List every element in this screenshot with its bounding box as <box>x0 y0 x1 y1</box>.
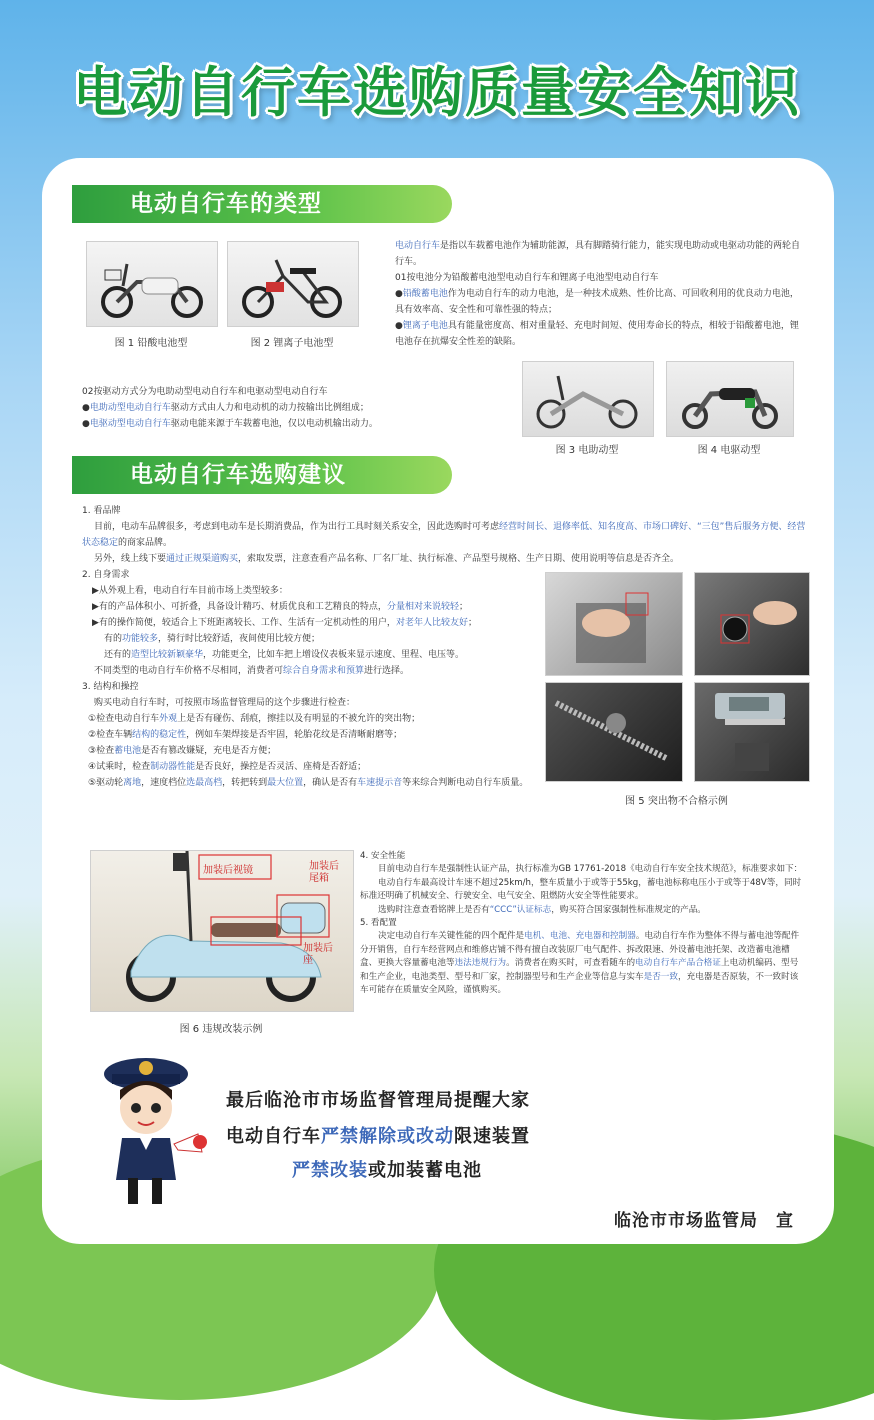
safety-and-config-advice: 4. 安全性能 目前电动自行车是强制性认证产品，执行标准为GB 17761-2018《电动自行车安全技术规范》，标准要求如下： 电动自行车最高设计车速不超过25km/h，整车质量小于或等于55kg，蓄电池标称电压小于或等于48V等，同时标准还明确了机械安全、行驶安全、电气安全、阻燃防火安全等性能要求。 选购时注意查看铭牌上是否有“CCC”认证标志，购买符合国家强制性标准规定的产品。 5. 看配置 决定电动自行车关键性能的四个配件是电机、电池、充电器和控制器。电动自行车作为整体不得与蓄电池等配件分开销售，自行车经营网点和维修店铺不得有擅自改装原厂电气配件、拆改限速、外设蓄电池托架、改造蓄电池槽盒、更换大容量蓄电池等违法违规行为。消费者在购买时，可查看随车的电动自行车产品合格证上电动机编码、型号和生产企业，电池类型、型号和厂家，控制器型号和生产企业等信息与实车是否一致，充电器是否原装，不一致时该车可能存在质量安全风险，谨慎购买。 <box>360 851 803 996</box>
figure-caption: 图 4 电驱动型 <box>697 445 761 456</box>
photo-assist-bike <box>522 361 654 437</box>
photo-protrusion-3 <box>545 682 683 782</box>
poster-title: 电动自行车选购质量安全知识 <box>73 61 801 124</box>
figure-caption: 图 2 锂离子电池型 <box>250 338 334 349</box>
section-heading-advice: 电动自行车选购建议 <box>72 456 452 494</box>
term: 电动自行车 <box>395 241 441 251</box>
reminder-line-2: 电动自行车严禁解除或改动限速装置 <box>226 1126 530 1147</box>
photo-illegal-modification <box>90 850 354 1012</box>
section-heading-types: 电动自行车的类型 <box>72 185 452 223</box>
needs-and-structure-advice: 2. 自身需求 ▶从外观上看，电动自行车目前市场上类型较多： ▶有的产品体积小、可折叠，具备设计精巧、材质优良和工艺精良的特点，分量相对来说较轻； ▶有的操作简便，较适合上下班距离较长、工作、生活有一定机动性的用户，对老年人比较友好； 有的功能较多，骑行时比较舒适，夜间使用比较方便； 还有的造型比较新颖豪华，功能更全，比如车把上增设仪表板来显示速度、里程、电压等。 不同类型的电动自行车价格不尽相同，消费者可综合自身需求和预算进行选择。 3. 结构和操控 购买电动自行车时，可按照市场监督管理局的这个步骤进行检查： ①检查电动自行车外观上是否有碰伤、刮痕，擦挂以及有明显的不被允许的突出物； ②检查车辆结构的稳定性，例如车架焊接是否牢固，轮胎花纹是否清晰耐磨等； ③检查蓄电池是否有篡改嫌疑，充电是否方便； ④试乘时，检查制动器性能是否良好，操控是否灵活、座椅是否舒适； ⑤驱动轮离地，速度档位选最高档，转把转到最大位置，确认是否有车速提示音等来综合判断电动自行车质量。 <box>82 570 529 788</box>
photo-protrusion-2 <box>694 572 810 676</box>
photo-caliper-measure <box>694 682 810 782</box>
reminder-line-3: 严禁改装或加装蓄电池 <box>292 1160 482 1181</box>
annotation-rear-seat: 加装后座 <box>303 943 333 966</box>
figure-caption: 图 5 突出物不合格示例 <box>625 796 728 807</box>
figure-caption: 图 6 违规改装示例 <box>179 1024 263 1035</box>
types-description: 电动自行车是指以车载蓄电池作为辅助能源，具有脚踏骑行能力，能实现电助动或电驱动功能的两轮自行车。 01按电池分为铅酸蓄电池型电动自行车和锂离子电池型电动自行车 ●铅酸蓄电池作为电动自行车的动力电池，是一种技术成熟、性价比高、可回收利用的优良动力电池，具有效率高、安全性和可靠性强的特点； ●锂离子电池具有能量密度高、相对重量轻、充电时间短、使用寿命长的特点，相较于铅酸蓄电池，锂电池存在抗爆安全性差的缺陷。 <box>395 241 801 347</box>
figure-caption: 图 1 铅酸电池型 <box>114 338 188 349</box>
photo-lead-acid-bike <box>86 241 218 327</box>
annotation-mirror: 加装后视镜 <box>203 865 253 876</box>
photo-lithium-bike <box>227 241 359 327</box>
annotation-tail-box: 加装后尾箱 <box>309 861 339 884</box>
police-mascot-illustration <box>98 1050 208 1210</box>
reminder-line-1: 最后临沧市市场监督管理局提醒大家 <box>226 1090 530 1111</box>
photo-protrusion-1 <box>545 572 683 676</box>
figure-caption: 图 3 电助动型 <box>555 445 619 456</box>
drive-types-description: 02按驱动方式分为电助动型电动自行车和电驱动型电动自行车 ●电助动型电动自行车驱动方式由人力和电动机的动力按输出比例组成； ●电驱动型电动自行车驱动电能来源于车载蓄电池，仅以电动机输出动力。 <box>82 387 378 429</box>
photo-electric-bike <box>666 361 794 437</box>
brand-advice: 1. 看品牌 目前，电动车品牌很多，考虑到电动车是长期消费品，作为出行工具时刻关系安全，因此选购时可考虑经营时间长、退修率低、知名度高、市场口碑好、“三包”售后服务方便、经营状态稳定的商家品牌。 另外，线上线下要通过正规渠道购买，索取发票，注意查看产品名称、厂名厂址、执行标准、产品型号规格、生产日期、使用说明等信息是否齐全。 <box>82 506 806 564</box>
issuer-signature: 临沧市市场监管局 宣 <box>614 1211 794 1231</box>
